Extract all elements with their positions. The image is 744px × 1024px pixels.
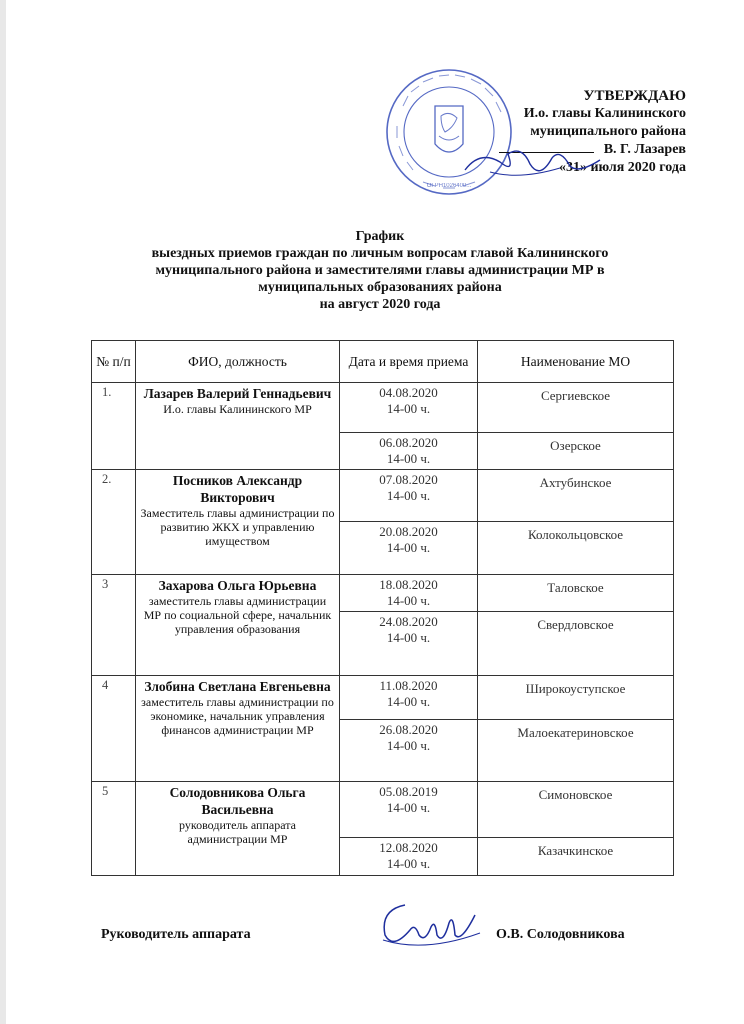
visit-time: 14-00 ч. — [386, 800, 431, 815]
person-cell — [136, 470, 340, 575]
person-position: заместитель главы администрации МР по социальной сфере, начальник управления образования — [143, 594, 332, 636]
visit-datetime — [340, 575, 478, 612]
document-title — [90, 228, 670, 313]
approval-signer: В. Г. Лазарев — [603, 142, 686, 157]
svg-text:ОГРН1026400...: ОГРН1026400... — [426, 183, 472, 189]
visit-date: 07.08.2020 — [379, 472, 438, 487]
visit-time: 14-00 ч. — [386, 401, 431, 416]
header-date: Дата и время приема — [340, 341, 478, 383]
approval-role-line1: И.о. главы Калининского — [523, 106, 686, 121]
person-name: Захарова Ольга Юрьевна — [158, 578, 317, 593]
row-number: 5 — [92, 782, 136, 876]
visit-mo: Таловское — [478, 575, 674, 612]
header-fio: ФИО, должность — [136, 341, 340, 383]
visit-time: 14-00 ч. — [386, 630, 431, 645]
person-position: Заместитель главы администрации по развитию ЖКХ и управлению имуществом — [140, 506, 335, 548]
approval-date: «31» июля 2020 года — [558, 160, 686, 175]
row-number: 3 — [92, 575, 136, 676]
person-name: Лазарев Валерий Геннадьевич — [143, 386, 332, 401]
scan-edge — [0, 0, 6, 1024]
row-number: 4 — [92, 676, 136, 782]
table-row — [92, 383, 674, 433]
approval-role-line2: муниципального района — [530, 124, 686, 139]
visit-datetime — [340, 522, 478, 575]
row-number: 1. — [92, 383, 136, 470]
approval-heading: УТВЕРЖДАЮ — [583, 88, 686, 104]
person-cell — [136, 676, 340, 782]
title-line-2: выездных приемов граждан по личным вопросам главой Калининского — [151, 246, 609, 261]
title-line-4: муниципальных образованиях района — [258, 280, 502, 295]
visit-datetime — [340, 433, 478, 470]
table-row — [92, 575, 674, 612]
title-line-3: муниципального района и заместителями главы администрации МР в — [155, 263, 605, 278]
visit-datetime — [340, 782, 478, 838]
visit-datetime — [340, 676, 478, 720]
visit-mo: Широкоуступское — [478, 676, 674, 720]
visit-mo: Малоекатериновское — [478, 720, 674, 782]
visit-date: 12.08.2020 — [379, 840, 438, 855]
visit-mo: Симоновское — [478, 782, 674, 838]
visit-date: 18.08.2020 — [379, 577, 438, 592]
visit-datetime — [340, 383, 478, 433]
visit-date: 20.08.2020 — [379, 524, 438, 539]
header-mo: Наименование МО — [478, 341, 674, 383]
person-cell — [136, 575, 340, 676]
visit-time: 14-00 ч. — [386, 856, 431, 871]
footer-name: О.В. Солодовникова — [496, 927, 625, 942]
visit-time: 14-00 ч. — [386, 488, 431, 503]
table-header-row — [92, 341, 674, 383]
person-name: Посников Александр Викторович — [172, 473, 303, 505]
visit-time: 14-00 ч. — [386, 738, 431, 753]
visit-time: 14-00 ч. — [386, 451, 431, 466]
visit-datetime — [340, 838, 478, 876]
visit-mo: Сергиевское — [478, 383, 674, 433]
person-cell — [136, 782, 340, 876]
visit-time: 14-00 ч. — [386, 694, 431, 709]
title-line-5: на август 2020 года — [319, 297, 441, 312]
person-position: руководитель аппарата администрации МР — [179, 818, 296, 846]
visit-time: 14-00 ч. — [386, 540, 431, 555]
person-position: заместитель главы администрации по экономике, начальник управления финансов администрации МР — [141, 695, 334, 737]
visit-date: 26.08.2020 — [379, 722, 438, 737]
visit-date: 24.08.2020 — [379, 614, 438, 629]
visit-date: 11.08.2020 — [379, 678, 438, 693]
row-number: 2. — [92, 470, 136, 575]
visit-date: 06.08.2020 — [379, 435, 438, 450]
approval-signature — [460, 140, 610, 190]
visit-mo: Казачкинское — [478, 838, 674, 876]
person-name: Солодовникова Ольга Васильевна — [169, 785, 306, 817]
visit-datetime — [340, 612, 478, 676]
title-line-1: График — [355, 229, 405, 244]
person-cell — [136, 383, 340, 470]
visit-date: 04.08.2020 — [379, 385, 438, 400]
visit-time: 14-00 ч. — [386, 593, 431, 608]
visit-mo: Ахтубинское — [478, 470, 674, 522]
footer-signature — [375, 895, 485, 955]
visit-datetime — [340, 470, 478, 522]
header-num: № п/п — [92, 341, 136, 383]
visit-mo: Колокольцовское — [478, 522, 674, 575]
footer-role: Руководитель аппарата — [101, 927, 251, 942]
person-name: Злобина Светлана Евгеньевна — [144, 679, 331, 694]
visit-date: 05.08.2019 — [379, 784, 438, 799]
visit-datetime — [340, 720, 478, 782]
visit-mo: Свердловское — [478, 612, 674, 676]
person-position: И.о. главы Калининского МР — [163, 402, 312, 416]
table-row — [92, 470, 674, 522]
table-row — [92, 676, 674, 720]
schedule-table — [91, 340, 674, 876]
table-row — [92, 782, 674, 838]
visit-mo: Озерское — [478, 433, 674, 470]
